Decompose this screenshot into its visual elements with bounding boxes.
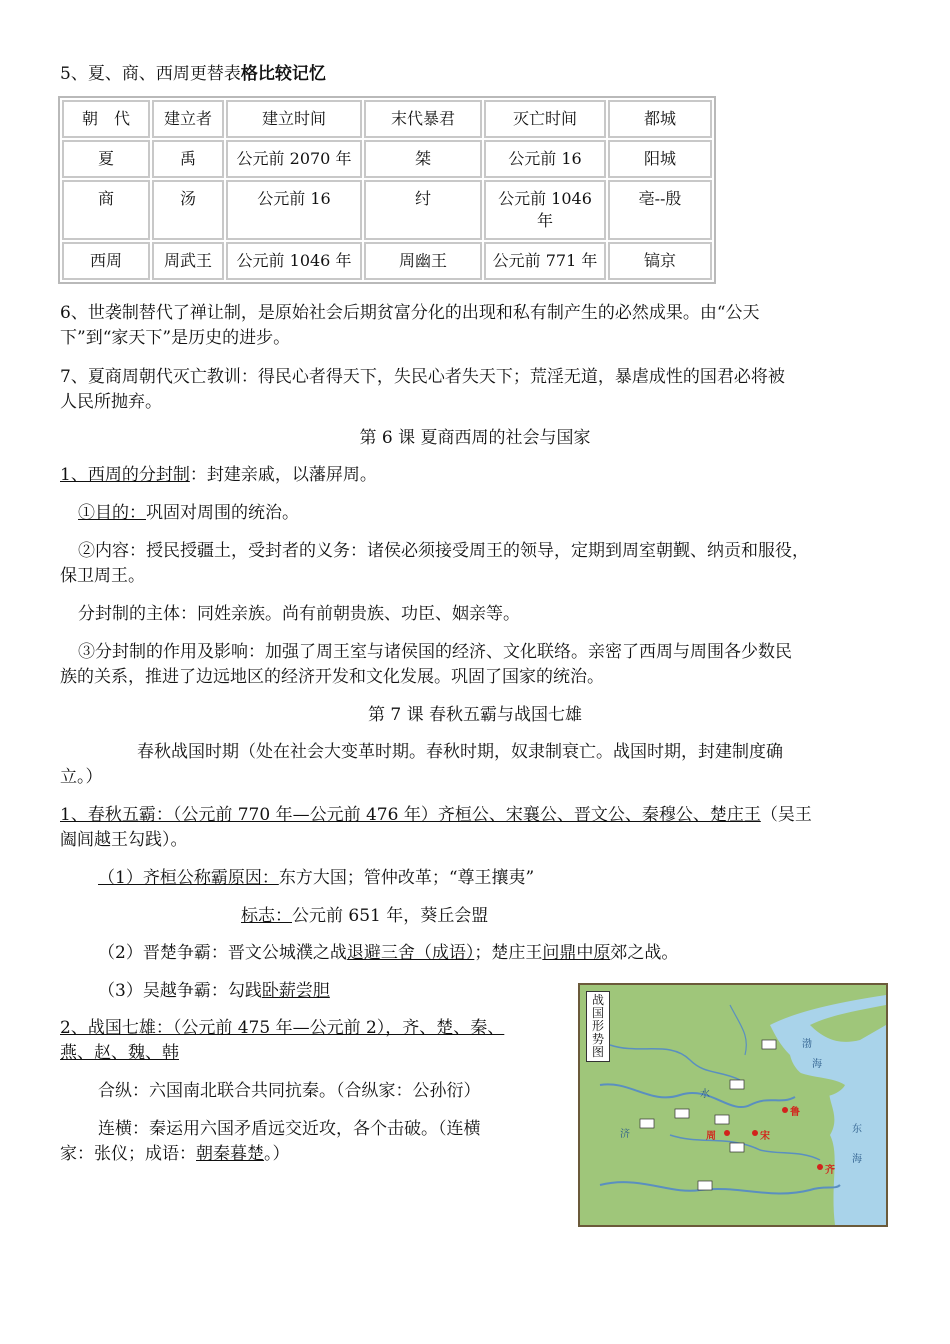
lesson6-title: 第 6 课 夏商西周的社会与国家	[359, 428, 591, 448]
lesson6-effect-line2: 族的关系，推进了边远地区的经济开发和文化发展。巩固了国家的统治。	[60, 667, 604, 687]
lianheng-line2	[60, 1142, 290, 1166]
table-cell: 周幽王	[364, 242, 482, 280]
table-cell: 公元前 1046 年	[226, 242, 362, 280]
river-north	[610, 1045, 740, 1080]
header-cell: 朝 代	[62, 100, 150, 138]
section5-heading	[60, 62, 326, 86]
table-row	[62, 140, 712, 178]
jinchu-idiom1: 退避三舍（成语）	[346, 943, 475, 963]
hegemons-label: 1、春秋五霸：（公元前 770 年—公元前 476 年）齐桓公、宋襄公、晋文公、秦穆公、楚庄王	[60, 805, 761, 825]
city-east	[817, 1164, 823, 1170]
table-cell: 周武王	[152, 242, 224, 280]
label-river-ji: 济	[620, 1129, 630, 1140]
table-cell: 禹	[152, 140, 224, 178]
jinchu-idiom2: 问鼎中原	[542, 943, 611, 963]
table-cell: 公元前 16	[226, 180, 362, 240]
table-cell: 纣	[364, 180, 482, 240]
city-lu	[782, 1107, 788, 1113]
lianheng-idiom: 朝秦暮楚	[196, 1144, 264, 1164]
warring-line1: 2、战国七雄：（公元前 475 年—公元前 2），齐、楚、秦、	[60, 1018, 505, 1038]
hegemons-line1	[60, 803, 812, 827]
label-lu: 鲁	[790, 1107, 800, 1118]
lesson6-effect-line1: ③分封制的作用及影响：加强了周王室与诸侯国的经济、文化联络。亲密了西周与周围各少数民	[78, 642, 792, 662]
label-sea1: 渤	[802, 1039, 812, 1050]
jinchu-text-a: （2）晋楚争霸：晋文公城濮之战	[98, 943, 347, 963]
header-cell: 灭亡时间	[484, 100, 606, 138]
yellow-river	[600, 1084, 795, 1107]
table-cell: 公元前 771 年	[484, 242, 606, 280]
state-box	[675, 1109, 689, 1118]
state-box	[762, 1040, 776, 1049]
table-cell: 桀	[364, 140, 482, 178]
p6-line2: 下”到“家天下”是历史的进步。	[60, 328, 291, 348]
qi-reason-text: 东方大国；管仲改革；“尊王攘夷”	[278, 868, 535, 888]
wuyue-text: （3）吴越争霸：勾践	[98, 981, 262, 1001]
lesson6-subjects: 分封制的主体：同姓亲族。尚有前朝贵族、功臣、姻亲等。	[78, 604, 520, 624]
label-east: 东	[852, 1124, 862, 1135]
qi-reason-label: （1）齐桓公称霸原因：	[98, 868, 279, 888]
table-cell: 公元前 16	[484, 140, 606, 178]
map-graphic	[580, 985, 886, 1225]
lianheng-text-b: 。）	[264, 1144, 290, 1164]
lesson7-intro-line2: 立。）	[60, 767, 103, 787]
label-zhou: 周	[706, 1131, 716, 1142]
warring-states-map	[578, 983, 888, 1227]
section5-lead: 5、夏、商、西周更替表	[60, 64, 241, 84]
state-box	[715, 1115, 729, 1124]
dynasty-table	[58, 96, 716, 284]
huai-river	[670, 1135, 820, 1160]
section5-bold: 格比较记忆	[240, 64, 326, 84]
table-cell: 亳--殷	[608, 180, 712, 240]
city-song	[752, 1130, 758, 1136]
wuyue-idiom: 卧薪尝胆	[261, 981, 330, 1001]
lianheng-text-a: 家：张仪；成语：	[60, 1144, 196, 1164]
qi-mark-text: 公元前 651 年，葵丘会盟	[292, 906, 489, 926]
label-qi: 齐	[825, 1165, 835, 1176]
table-header-row	[62, 100, 712, 138]
table-row	[62, 180, 712, 240]
lesson6-item1	[60, 463, 377, 487]
table-row	[62, 242, 712, 280]
table-cell: 商	[62, 180, 150, 240]
qi-mark-label: 标志：	[241, 906, 292, 926]
label-river-shui: 水	[700, 1089, 710, 1100]
qi-mark	[241, 904, 488, 928]
state-box	[730, 1143, 744, 1152]
p6-line1: 6、世袭制替代了禅让制，是原始社会后期贫富分化的出现和私有制产生的必然成果。由“公天	[60, 303, 760, 323]
table-cell: 夏	[62, 140, 150, 178]
p7-line1: 7、夏商周朝代灭亡教训：得民心者得天下，失民心者失天下；荒淫无道，暴虐成性的国君必将被	[60, 367, 785, 387]
table-cell: 公元前 1046 年	[484, 180, 606, 240]
table-cell: 镐京	[608, 242, 712, 280]
table-cell: 公元前 2070 年	[226, 140, 362, 178]
header-cell: 建立时间	[226, 100, 362, 138]
state-box	[730, 1080, 744, 1089]
state-box	[698, 1181, 712, 1190]
warring-line2: 燕、赵、魏、韩	[60, 1043, 179, 1063]
hegemons-line2: 阖闾越王勾践）。	[60, 830, 188, 850]
state-box	[640, 1119, 654, 1128]
label-sea3: 海	[852, 1154, 862, 1165]
lianheng-line1: 连横：秦运用六国矛盾远交近攻，各个击破。（连横	[98, 1119, 481, 1139]
river-branch	[730, 1005, 746, 1055]
header-cell: 都城	[608, 100, 712, 138]
jinchu-text-b: ；楚庄王	[474, 943, 543, 963]
label-song: 宋	[760, 1131, 770, 1142]
jinchu	[98, 941, 678, 965]
purpose-text: 巩固对周围的统治。	[146, 503, 299, 523]
lesson6-purpose	[78, 501, 299, 525]
lesson6-content-line1: ②内容：授民授疆土，受封者的义务：诸侯必须接受周王的领导，定期到周室朝觐、纳贡和服役，	[78, 541, 809, 561]
lesson6-content-line2: 保卫周王。	[60, 566, 145, 586]
hezong: 合纵：六国南北联合共同抗秦。（合纵家：公孙衍）	[98, 1081, 481, 1101]
lesson7-intro-line1: 春秋战国时期（处在社会大变革时期。春秋时期，奴隶制衰亡。战国时期，封建制度确	[137, 742, 783, 762]
lesson7-title: 第 7 课 春秋五霸与战国七雄	[367, 705, 583, 725]
table-cell: 阳城	[608, 140, 712, 178]
yangtze-river	[600, 1182, 840, 1193]
map-title: 战国形势图	[586, 991, 610, 1062]
table-cell: 西周	[62, 242, 150, 280]
purpose-label: ①目的：	[78, 503, 146, 523]
p7-line2: 人民所抛弃。	[60, 392, 162, 412]
city-zhou	[724, 1130, 730, 1136]
wuyue	[98, 979, 330, 1003]
header-cell: 末代暴君	[364, 100, 482, 138]
jinchu-text-c: 郊之战。	[610, 943, 679, 963]
label-sea2: 海	[812, 1059, 822, 1070]
lesson6-item1-label: 1、西周的分封制	[60, 465, 190, 485]
hegemons-rest: （吴王	[760, 805, 812, 825]
qi-reason	[98, 866, 534, 890]
lesson6-item1-text: ：封建亲戚，以藩屏周。	[189, 465, 377, 485]
header-cell: 建立者	[152, 100, 224, 138]
table-cell: 汤	[152, 180, 224, 240]
